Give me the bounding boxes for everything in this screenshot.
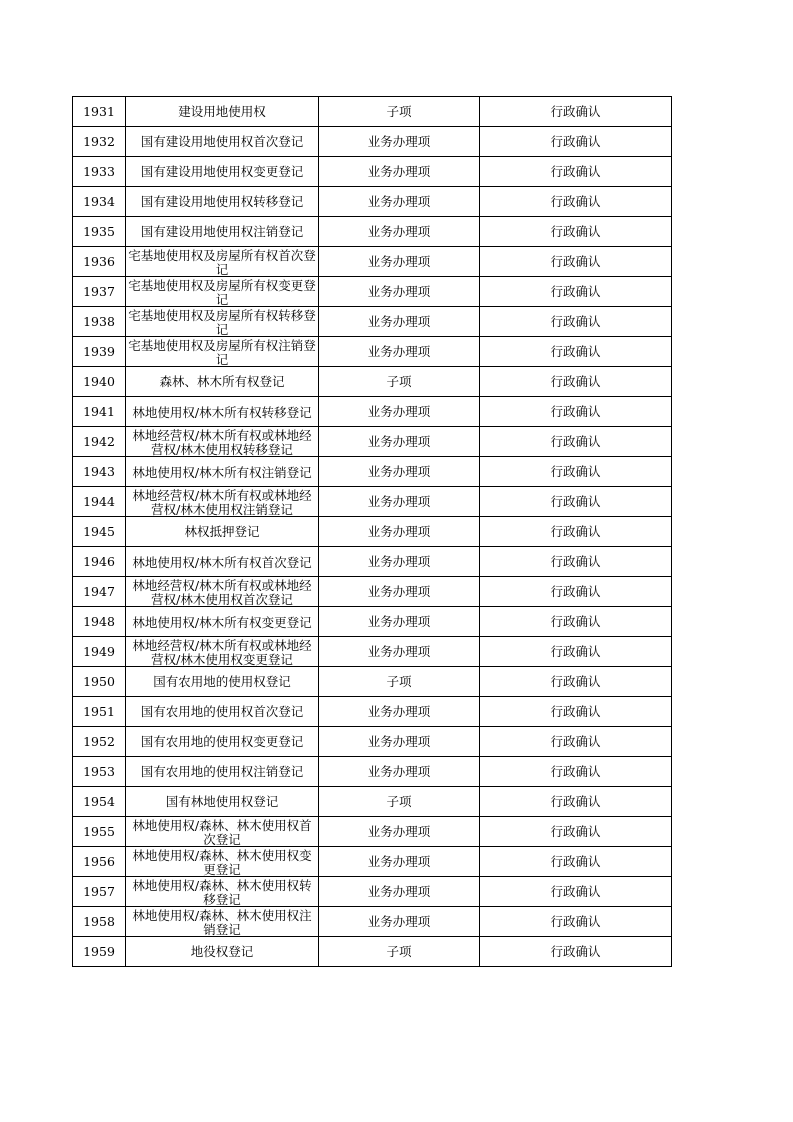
item-name-text: 国有建设用地使用权注销登记 xyxy=(140,225,304,238)
item-name-text: 建设用地使用权 xyxy=(178,105,266,118)
item-category-cell xyxy=(480,907,672,937)
item-type-cell xyxy=(319,817,480,847)
row-number-cell xyxy=(73,637,126,667)
item-name-text: 国有建设用地使用权变更登记 xyxy=(140,165,304,178)
item-type-cell xyxy=(319,577,480,607)
item-type-cell xyxy=(319,187,480,217)
item-type-text: 业务办理项 xyxy=(367,345,431,358)
table-row xyxy=(73,157,672,187)
item-type-text: 业务办理项 xyxy=(367,915,431,928)
item-category-cell xyxy=(480,727,672,757)
item-category-text: 行政确认 xyxy=(550,555,601,568)
item-name-cell xyxy=(126,637,319,667)
item-type-text: 业务办理项 xyxy=(367,135,431,148)
item-category-text: 行政确认 xyxy=(550,585,601,598)
item-category-text: 行政确认 xyxy=(550,825,601,838)
item-category-text: 行政确认 xyxy=(550,945,601,958)
item-category-text: 行政确认 xyxy=(550,675,601,688)
item-type-text: 业务办理项 xyxy=(367,885,431,898)
item-name-cell xyxy=(126,217,319,247)
item-name-cell xyxy=(126,727,319,757)
table-row xyxy=(73,637,672,667)
row-number-cell xyxy=(73,487,126,517)
row-number-text: 1945 xyxy=(83,525,115,538)
table-row xyxy=(73,667,672,697)
row-number-cell xyxy=(73,877,126,907)
item-name-text: 林地使用权/森林、林木使用权转移登记 xyxy=(132,878,312,906)
item-name-text: 宅基地使用权及房屋所有权变更登记 xyxy=(128,278,316,306)
row-number-cell xyxy=(73,97,126,127)
item-name-cell xyxy=(126,847,319,877)
row-number-cell xyxy=(73,307,126,337)
item-type-text: 业务办理项 xyxy=(367,705,431,718)
row-number-text: 1941 xyxy=(83,405,115,418)
item-category-cell xyxy=(480,577,672,607)
item-name-text: 宅基地使用权及房屋所有权注销登记 xyxy=(128,338,316,366)
item-type-text: 业务办理项 xyxy=(367,315,431,328)
item-category-text: 行政确认 xyxy=(550,195,601,208)
table-row xyxy=(73,127,672,157)
item-category-cell xyxy=(480,487,672,517)
row-number-text: 1934 xyxy=(83,195,115,208)
item-name-cell xyxy=(126,397,319,427)
item-name-text: 林地经营权/林木所有权或林地经营权/林木使用权首次登记 xyxy=(132,578,312,606)
table-row xyxy=(73,367,672,397)
table-row xyxy=(73,277,672,307)
table-row xyxy=(73,787,672,817)
table-row xyxy=(73,457,672,487)
item-category-text: 行政确认 xyxy=(550,645,601,658)
item-type-cell xyxy=(319,127,480,157)
table-row xyxy=(73,397,672,427)
item-name-cell xyxy=(126,307,319,337)
item-category-text: 行政确认 xyxy=(550,345,601,358)
item-type-cell xyxy=(319,547,480,577)
item-type-cell xyxy=(319,697,480,727)
row-number-text: 1936 xyxy=(83,255,115,268)
row-number-text: 1937 xyxy=(83,285,115,298)
row-number-text: 1931 xyxy=(83,105,115,118)
row-number-cell xyxy=(73,187,126,217)
item-category-cell xyxy=(480,877,672,907)
item-type-cell xyxy=(319,907,480,937)
row-number-cell xyxy=(73,727,126,757)
item-name-text: 国有建设用地使用权转移登记 xyxy=(140,195,304,208)
row-number-text: 1950 xyxy=(83,675,115,688)
item-type-cell xyxy=(319,247,480,277)
row-number-text: 1953 xyxy=(83,765,115,778)
item-name-text: 宅基地使用权及房屋所有权首次登记 xyxy=(128,248,316,276)
table-row xyxy=(73,577,672,607)
item-type-text: 业务办理项 xyxy=(367,195,431,208)
row-number-cell xyxy=(73,217,126,247)
row-number-text: 1948 xyxy=(83,615,115,628)
row-number-cell xyxy=(73,817,126,847)
row-number-text: 1954 xyxy=(83,795,115,808)
item-type-text: 业务办理项 xyxy=(367,555,431,568)
item-name-text: 林地经营权/林木所有权或林地经营权/林木使用权转移登记 xyxy=(132,428,312,456)
item-name-text: 国有建设用地使用权首次登记 xyxy=(140,135,304,148)
item-category-text: 行政确认 xyxy=(550,165,601,178)
table-row xyxy=(73,607,672,637)
row-number-text: 1957 xyxy=(83,885,115,898)
row-number-cell xyxy=(73,247,126,277)
item-name-text: 林地使用权/林木所有权首次登记 xyxy=(132,554,312,570)
item-category-text: 行政确认 xyxy=(550,525,601,538)
item-category-cell xyxy=(480,97,672,127)
item-type-cell xyxy=(319,277,480,307)
row-number-cell xyxy=(73,367,126,397)
item-category-text: 行政确认 xyxy=(550,315,601,328)
row-number-cell xyxy=(73,697,126,727)
item-category-cell xyxy=(480,637,672,667)
item-type-text: 业务办理项 xyxy=(367,525,431,538)
item-name-text: 林地使用权/林木所有权转移登记 xyxy=(132,404,312,420)
item-category-cell xyxy=(480,457,672,487)
item-name-cell xyxy=(126,757,319,787)
row-number-text: 1942 xyxy=(83,435,115,448)
item-name-text: 林地使用权/森林、林木使用权首次登记 xyxy=(132,818,312,846)
row-number-text: 1952 xyxy=(83,735,115,748)
item-name-text: 国有农用地的使用权登记 xyxy=(153,675,291,688)
item-category-text: 行政确认 xyxy=(550,375,601,388)
table-row xyxy=(73,547,672,577)
table-row xyxy=(73,757,672,787)
row-number-text: 1958 xyxy=(83,915,115,928)
item-category-text: 行政确认 xyxy=(550,435,601,448)
row-number-text: 1946 xyxy=(83,555,115,568)
item-category-cell xyxy=(480,847,672,877)
item-name-cell xyxy=(126,427,319,457)
item-category-cell xyxy=(480,697,672,727)
item-type-cell xyxy=(319,457,480,487)
row-number-cell xyxy=(73,547,126,577)
row-number-text: 1938 xyxy=(83,315,115,328)
table-row xyxy=(73,97,672,127)
item-type-text: 子项 xyxy=(386,795,412,808)
item-category-text: 行政确认 xyxy=(550,765,601,778)
item-name-text: 林地使用权/林木所有权注销登记 xyxy=(132,464,312,480)
item-name-text: 林地经营权/林木所有权或林地经营权/林木使用权注销登记 xyxy=(132,488,312,516)
item-category-text: 行政确认 xyxy=(550,285,601,298)
item-category-text: 行政确认 xyxy=(550,495,601,508)
item-type-cell xyxy=(319,937,480,967)
item-category-cell xyxy=(480,187,672,217)
item-type-text: 业务办理项 xyxy=(367,585,431,598)
item-category-text: 行政确认 xyxy=(550,135,601,148)
item-category-cell xyxy=(480,397,672,427)
row-number-text: 1947 xyxy=(83,585,115,598)
item-name-cell xyxy=(126,547,319,577)
item-type-text: 业务办理项 xyxy=(367,465,431,478)
item-name-cell xyxy=(126,247,319,277)
item-type-cell xyxy=(319,607,480,637)
row-number-cell xyxy=(73,427,126,457)
item-category-cell xyxy=(480,517,672,547)
item-name-cell xyxy=(126,187,319,217)
item-type-text: 业务办理项 xyxy=(367,165,431,178)
row-number-text: 1932 xyxy=(83,135,115,148)
items-table xyxy=(72,96,672,967)
item-type-cell xyxy=(319,877,480,907)
item-type-cell xyxy=(319,427,480,457)
item-category-cell xyxy=(480,157,672,187)
item-name-text: 宅基地使用权及房屋所有权转移登记 xyxy=(128,308,316,336)
item-type-cell xyxy=(319,397,480,427)
row-number-cell xyxy=(73,667,126,697)
row-number-cell xyxy=(73,937,126,967)
table-row xyxy=(73,697,672,727)
item-type-cell xyxy=(319,847,480,877)
row-number-cell xyxy=(73,577,126,607)
row-number-cell xyxy=(73,397,126,427)
item-category-cell xyxy=(480,787,672,817)
row-number-text: 1949 xyxy=(83,645,115,658)
item-type-cell xyxy=(319,517,480,547)
item-type-text: 业务办理项 xyxy=(367,855,431,868)
item-category-text: 行政确认 xyxy=(550,615,601,628)
item-name-cell xyxy=(126,607,319,637)
table-row xyxy=(73,877,672,907)
item-category-cell xyxy=(480,367,672,397)
item-name-text: 林地经营权/林木所有权或林地经营权/林木使用权变更登记 xyxy=(132,638,312,666)
item-name-cell xyxy=(126,787,319,817)
item-name-cell xyxy=(126,337,319,367)
item-name-cell xyxy=(126,817,319,847)
item-category-cell xyxy=(480,277,672,307)
item-type-cell xyxy=(319,157,480,187)
row-number-text: 1944 xyxy=(83,495,115,508)
item-name-cell xyxy=(126,457,319,487)
item-category-text: 行政确认 xyxy=(550,735,601,748)
row-number-text: 1956 xyxy=(83,855,115,868)
items-table-body xyxy=(73,97,672,967)
item-category-text: 行政确认 xyxy=(550,405,601,418)
item-name-text: 林地使用权/森林、林木使用权注销登记 xyxy=(132,908,312,936)
item-type-text: 子项 xyxy=(386,375,412,388)
row-number-text: 1940 xyxy=(83,375,115,388)
item-category-text: 行政确认 xyxy=(550,465,601,478)
item-type-text: 子项 xyxy=(386,945,412,958)
item-type-cell xyxy=(319,367,480,397)
row-number-cell xyxy=(73,847,126,877)
item-type-text: 业务办理项 xyxy=(367,225,431,238)
item-category-text: 行政确认 xyxy=(550,705,601,718)
item-category-text: 行政确认 xyxy=(550,885,601,898)
item-type-text: 业务办理项 xyxy=(367,255,431,268)
row-number-cell xyxy=(73,277,126,307)
row-number-text: 1951 xyxy=(83,705,115,718)
table-row xyxy=(73,847,672,877)
item-name-cell xyxy=(126,277,319,307)
item-category-text: 行政确认 xyxy=(550,855,601,868)
table-row xyxy=(73,337,672,367)
row-number-text: 1933 xyxy=(83,165,115,178)
item-name-text: 地役权登记 xyxy=(190,945,254,958)
item-type-text: 子项 xyxy=(386,105,412,118)
item-name-cell xyxy=(126,487,319,517)
item-type-cell xyxy=(319,97,480,127)
row-number-cell xyxy=(73,907,126,937)
item-category-text: 行政确认 xyxy=(550,105,601,118)
item-type-cell xyxy=(319,307,480,337)
item-type-text: 业务办理项 xyxy=(367,495,431,508)
item-type-text: 业务办理项 xyxy=(367,825,431,838)
item-name-cell xyxy=(126,907,319,937)
item-category-cell xyxy=(480,817,672,847)
table-row xyxy=(73,817,672,847)
item-name-cell xyxy=(126,127,319,157)
item-type-text: 业务办理项 xyxy=(367,645,431,658)
item-name-text: 林权抵押登记 xyxy=(184,525,260,538)
row-number-text: 1955 xyxy=(83,825,115,838)
table-row xyxy=(73,727,672,757)
item-name-text: 国有农用地的使用权注销登记 xyxy=(140,765,304,778)
item-category-cell xyxy=(480,127,672,157)
item-type-cell xyxy=(319,337,480,367)
item-category-cell xyxy=(480,937,672,967)
item-name-text: 林地使用权/林木所有权变更登记 xyxy=(132,614,312,630)
item-category-text: 行政确认 xyxy=(550,795,601,808)
item-type-cell xyxy=(319,217,480,247)
table-row xyxy=(73,517,672,547)
item-category-cell xyxy=(480,247,672,277)
item-category-cell xyxy=(480,757,672,787)
row-number-cell xyxy=(73,457,126,487)
item-type-cell xyxy=(319,637,480,667)
item-category-cell xyxy=(480,307,672,337)
item-type-text: 业务办理项 xyxy=(367,285,431,298)
table-row xyxy=(73,187,672,217)
table-row xyxy=(73,217,672,247)
item-type-cell xyxy=(319,787,480,817)
item-category-text: 行政确认 xyxy=(550,915,601,928)
item-type-text: 业务办理项 xyxy=(367,615,431,628)
item-category-cell xyxy=(480,547,672,577)
item-name-cell xyxy=(126,937,319,967)
item-type-text: 子项 xyxy=(386,675,412,688)
item-category-cell xyxy=(480,217,672,247)
item-name-cell xyxy=(126,877,319,907)
item-name-text: 国有农用地的使用权变更登记 xyxy=(140,735,304,748)
item-category-text: 行政确认 xyxy=(550,225,601,238)
item-category-text: 行政确认 xyxy=(550,255,601,268)
item-name-cell xyxy=(126,667,319,697)
item-type-cell xyxy=(319,757,480,787)
item-name-text: 林地使用权/森林、林木使用权变更登记 xyxy=(132,848,312,876)
row-number-cell xyxy=(73,787,126,817)
item-name-cell xyxy=(126,517,319,547)
item-type-cell xyxy=(319,487,480,517)
item-name-cell xyxy=(126,367,319,397)
row-number-text: 1959 xyxy=(83,945,115,958)
item-name-text: 森林、林木所有权登记 xyxy=(159,375,285,388)
item-category-cell xyxy=(480,607,672,637)
table-row xyxy=(73,907,672,937)
row-number-cell xyxy=(73,157,126,187)
item-name-cell xyxy=(126,577,319,607)
table-row xyxy=(73,427,672,457)
item-name-cell xyxy=(126,157,319,187)
item-type-text: 业务办理项 xyxy=(367,765,431,778)
item-name-text: 国有农用地的使用权首次登记 xyxy=(140,705,304,718)
row-number-cell xyxy=(73,127,126,157)
row-number-text: 1943 xyxy=(83,465,115,478)
item-name-cell xyxy=(126,697,319,727)
row-number-cell xyxy=(73,517,126,547)
item-type-cell xyxy=(319,727,480,757)
item-category-cell xyxy=(480,337,672,367)
row-number-text: 1935 xyxy=(83,225,115,238)
item-category-cell xyxy=(480,427,672,457)
table-row xyxy=(73,487,672,517)
row-number-cell xyxy=(73,607,126,637)
item-name-text: 国有林地使用权登记 xyxy=(165,795,279,808)
item-name-cell xyxy=(126,97,319,127)
item-type-cell xyxy=(319,667,480,697)
row-number-cell xyxy=(73,337,126,367)
table-row xyxy=(73,937,672,967)
item-category-cell xyxy=(480,667,672,697)
item-type-text: 业务办理项 xyxy=(367,405,431,418)
row-number-text: 1939 xyxy=(83,345,115,358)
table-row xyxy=(73,307,672,337)
item-type-text: 业务办理项 xyxy=(367,435,431,448)
item-type-text: 业务办理项 xyxy=(367,735,431,748)
row-number-cell xyxy=(73,757,126,787)
table-row xyxy=(73,247,672,277)
